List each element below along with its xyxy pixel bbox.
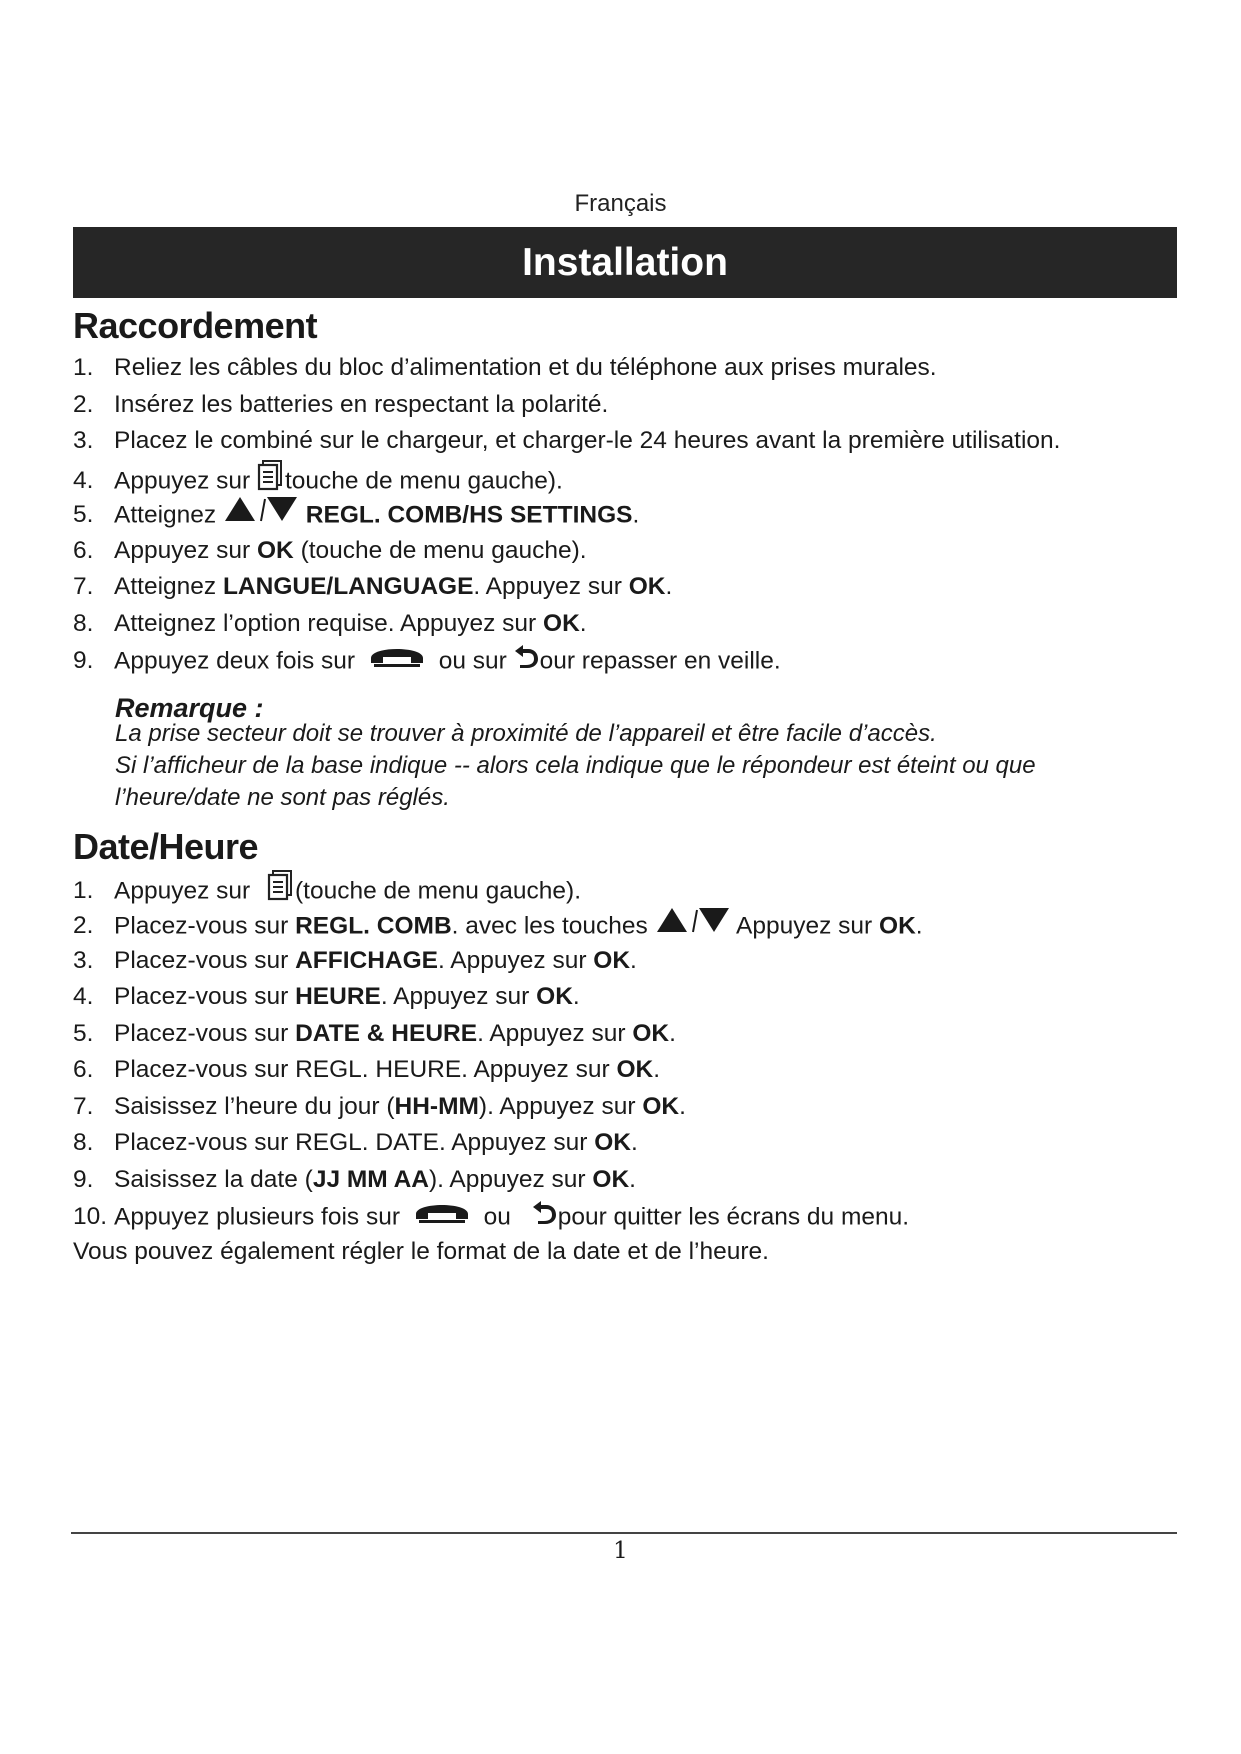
list-item: 3. Placez le combiné sur le chargeur, et charger-le 24 heures avant la première utilisation. <box>73 427 1061 454</box>
list-item: 6. Appuyez sur OK (touche de menu gauche). <box>73 537 587 564</box>
list-item: 6. Placez-vous sur REGL. HEURE. Appuyez sur OK. <box>73 1056 661 1083</box>
list-item: 8. Placez-vous sur REGL. DATE. Appuyez sur OK. <box>73 1129 638 1156</box>
page-number: 1 <box>613 1538 628 1564</box>
list-item: 5. Placez-vous sur DATE & HEURE. Appuyez sur OK. <box>73 1020 676 1047</box>
list-item: 1. Reliez les câbles du bloc d’alimentation et du téléphone aux prises murales. <box>73 354 937 381</box>
list-item: 5. Atteignez REGL. COMB/HS SETTINGS. <box>73 497 639 531</box>
list-item: 7. Atteignez LANGUE/LANGUAGE. Appuyez sur OK. <box>73 573 673 600</box>
list-item: 9. Saisissez la date (JJ MM AA). Appuyez sur OK. <box>73 1166 636 1193</box>
connection-heading: Raccordement <box>73 305 318 346</box>
list-item: 4. Placez-vous sur HEURE. Appuyez sur OK. <box>73 983 580 1010</box>
datetime-heading: Date/Heure <box>73 826 259 867</box>
back-arrow-icon <box>532 1197 558 1235</box>
footer-divider <box>71 1532 1177 1534</box>
hang-up-phone-icon <box>368 642 426 678</box>
back-arrow-icon <box>514 641 540 679</box>
list-item: 8. Atteignez l’option requise. Appuyez sur OK. <box>73 610 587 637</box>
note-line: La prise secteur doit se trouver à proximité de l’appareil et être facile d’accès. <box>115 720 937 747</box>
up-down-arrows-icon <box>223 495 299 533</box>
language-label: Français <box>574 190 667 217</box>
list-item: 3. Placez-vous sur AFFICHAGE. Appuyez sur OK. <box>73 947 637 974</box>
list-item: 4. Appuyez sur touche de menu gauche). <box>73 461 563 495</box>
note-line: Si l’afficheur de la base indique -- alors cela indique que le répondeur est éteint ou que <box>115 752 1036 779</box>
list-item: 1. Appuyez sur (touche de menu gauche). <box>73 871 581 905</box>
format-note: Vous pouvez également régler le format de la date et de l’heure. <box>73 1238 769 1265</box>
up-down-arrows-icon <box>655 906 731 944</box>
note-title: Remarque : <box>115 693 264 723</box>
menu-key-icon <box>267 869 295 911</box>
hang-up-phone-icon <box>413 1198 471 1234</box>
note-line: l’heure/date ne sont pas réglés. <box>115 784 450 811</box>
list-item: 7. Saisissez l’heure du jour (HH-MM). Appuyez sur OK. <box>73 1093 686 1120</box>
list-item: 9. Appuyez deux fois sur ou sur our repasser en veille. <box>73 643 781 677</box>
page-title: Installation <box>73 227 1177 298</box>
list-item: 2. Insérez les batteries en respectant la polarité. <box>73 391 609 418</box>
list-item: 10. Appuyez plusieurs fois sur ou pour quitter les écrans du menu. <box>73 1199 909 1233</box>
list-item: 2. Placez-vous sur REGL. COMB. avec les touches Appuyez sur OK. <box>73 908 923 942</box>
